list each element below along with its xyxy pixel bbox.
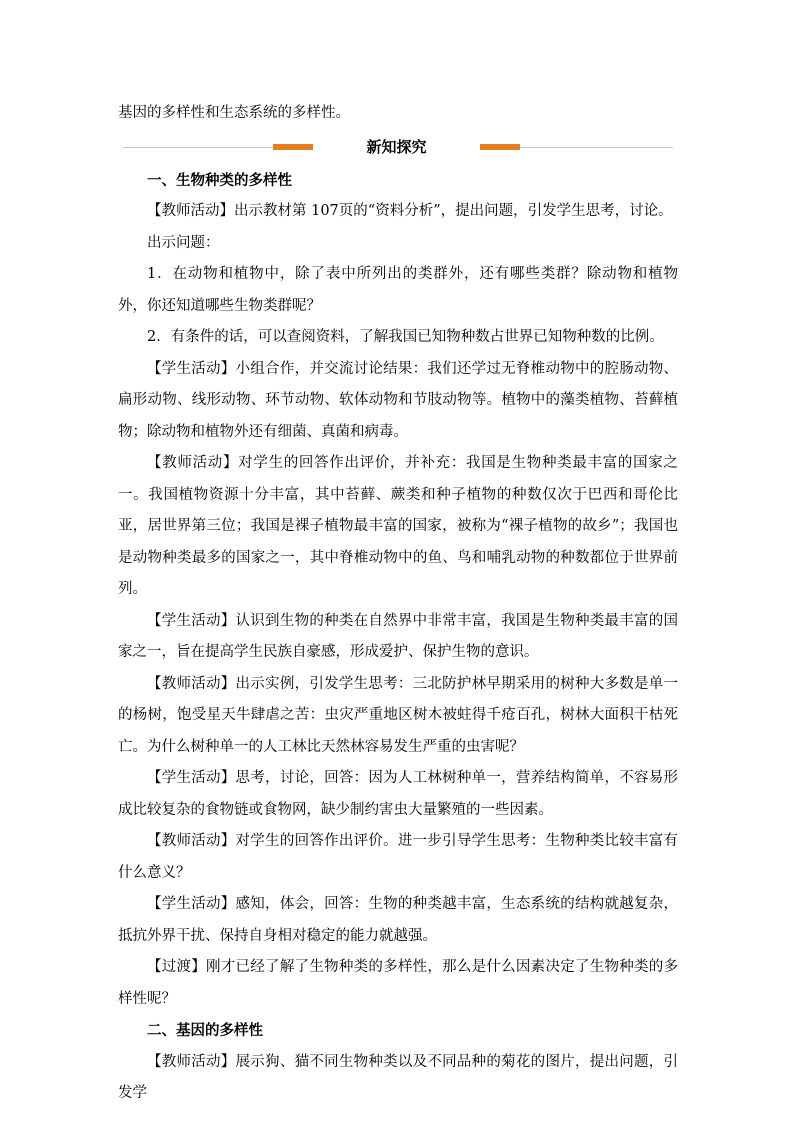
section-accent-left — [273, 144, 313, 150]
paragraph: 【教师活动】出示教材第 107页的“资料分析”，提出问题，引发学生思考，讨论。 — [147, 203, 673, 219]
paragraph: 出示问题： — [147, 234, 220, 251]
intro-line: 基因的多样性和生态系统的多样性。 — [118, 105, 350, 121]
section-heading: 二、基因的多样性 — [147, 1022, 263, 1039]
paragraph: 【教师活动】对学生的回答作出评价，并补充：我国是生物种类最丰富的国家之一。我国植物资源十分丰富，其中苔藓、蕨类和种子植物的种数仅次于巴西和哥伦比亚，居世界第三位；我国是裸子植物最丰富的国家，被称为“裸子植物的故乡”；我国也是动物种类最多的国家之一，其中脊椎动物中的鱼、鸟和哺乳动物的种数都位于世界前列。 — [118, 455, 678, 597]
paragraph: 【教师活动】出示实例，引发学生思考：三北防护林早期采用的树种大多数是单一的杨树，饱受星天牛肆虐之苦：虫灾严重地区树木被蛀得千疮百孔，树林大面积干枯死亡。为什么树种单一的人工林比天然林容易发生严重的虫害呢？ — [118, 675, 678, 755]
paragraph: 【过渡】刚才已经了解了生物种类的多样性，那么是什么因素决定了生物种类的多样性呢？ — [118, 959, 678, 1007]
paragraph-list — [118, 165, 678, 1110]
paragraph: 【教师活动】对学生的回答作出评价。进一步引导学生思考：生物种类比较丰富有什么意义？ — [118, 833, 678, 881]
paragraph: 2．有条件的话，可以查阅资料，了解我国已知物种数占世界已知物种数的比例。 — [147, 329, 664, 345]
section-heading: 一、生物种类的多样性 — [147, 171, 292, 189]
paragraph: 【教师活动】展示狗、猫不同生物种类以及不同品种的菊花的图片，提出问题，引发学 — [118, 1053, 678, 1101]
paragraph: 1．在动物和植物中，除了表中所列出的类群外，还有哪些类群？除动物和植物外，你还知道哪些生物类群呢？ — [118, 266, 678, 314]
paragraph: 【学生活动】小组合作，并交流讨论结果：我们还学过无脊椎动物中的腔肠动物、扁形动物、线形动物、环节动物、软体动物和节肢动物等。植物中的藻类植物、苔藓植物；除动物和植物外还有细菌、真菌和病毒。 — [118, 360, 678, 440]
paragraph: 【学生活动】认识到生物的种类在自然界中非常丰富，我国是生物种类最丰富的国家之一，旨在提高学生民族自豪感，形成爱护、保护生物的意识。 — [118, 612, 678, 660]
section-accent-right — [480, 144, 520, 150]
paragraph: 【学生活动】思考，讨论，回答：因为人工林树种单一，营养结构简单，不容易形成比较复杂的食物链或食物网，缺少制约害虫大量繁殖的一些因素。 — [118, 770, 678, 818]
section-header — [118, 133, 678, 161]
paragraph: 【学生活动】感知，体会，回答：生物的种类越丰富，生态系统的结构就越复杂，抵抗外界干扰、保持自身相对稳定的能力就越强。 — [118, 896, 678, 944]
document-body — [118, 98, 678, 1110]
section-title: 新知探究 — [313, 133, 480, 161]
